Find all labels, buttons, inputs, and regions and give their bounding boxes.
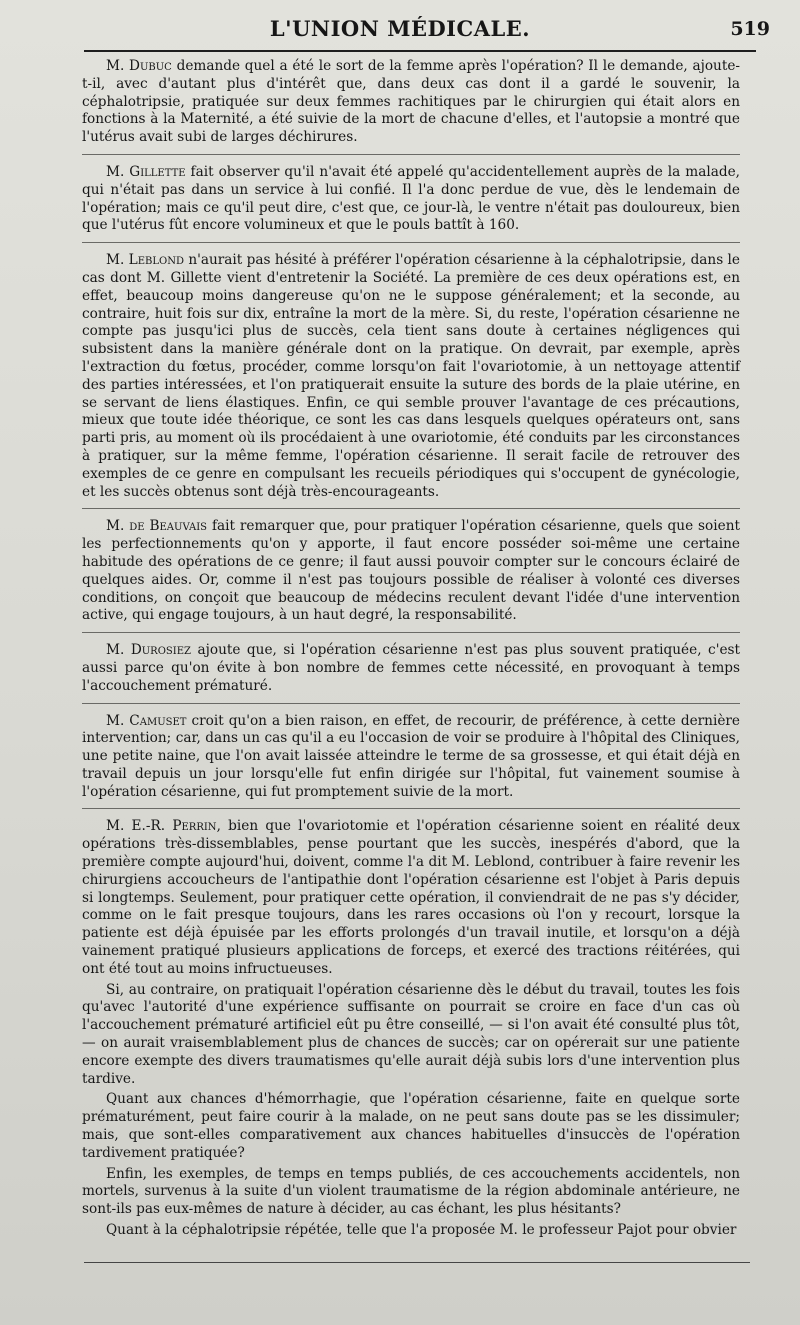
footer-rule (84, 1262, 750, 1263)
paragraph-continuation-4: Quant à la céphalotripsie répétée, telle que l'a proposée M. le professeur Pajot pour obvier (106, 1222, 737, 1239)
paragraph-separator (82, 632, 740, 633)
paragraph-separator (82, 242, 740, 243)
running-header (0, 14, 800, 44)
paragraph-separator (82, 508, 740, 509)
page-number: 519 (730, 18, 770, 40)
journal-title: L'UNION MÉDICALE. (269, 16, 531, 41)
paragraph-beauvais (82, 518, 740, 625)
speaker-name: M. Durosiez (106, 642, 191, 659)
header-rule (84, 50, 756, 52)
paragraph-text: demande quel a été le sort de la femme après l'opération? Il le demande, ajoute-t-il, avec d'autant plus d'intérêt que, dans deux cas dont il a gardé le souvenir, la céphalotripsie, pratiquée sur deux femmes rachitiques par le chirurgien qui était alors en fonctions à la Maternité, a été suivie de la mort de chacune d'elles, et l'autopsie a montré que l'utérus avait subi de larges déchirures. (82, 58, 741, 146)
paragraph-camuset (82, 713, 740, 802)
paragraph-continuation-1: Si, au contraire, on pratiquait l'opération césarienne dès le début du travail, toutes les fois qu'avec l'autorité d'une expérience suffisante on pourrait se croire en face d'un cas où l'accouchement prématuré artificiel eût pu être conseillé, — si l'on avait été consulté plus tôt, — on aurait vraisemblablement plus de chances de succès; car on opérerait sur une patiente encore exempte des divers traumatismes qu'elle aurait déjà subis lors d'une intervention plus tardive. (82, 981, 740, 1087)
speaker-name: M. E.-R. Perrin (106, 818, 217, 835)
paragraph-continuation-2: Quant aux chances d'hémorrhagie, que l'opération césarienne, faite en quelque sorte prématurément, peut faire courir à la malade, on ne peut sans doute pas se les dissimuler; mais, que sont-elles comparativement aux chances habituelles d'insuccès de l'opération tardivement pratiquée? (82, 1091, 740, 1161)
speaker-name: M. Dubuc (106, 58, 172, 74)
speaker-name: M. de Beauvais (106, 518, 208, 535)
paragraph-separator (82, 808, 740, 809)
paragraph-separator (82, 154, 740, 155)
speaker-name: M. Leblond (106, 252, 184, 269)
paragraph-text: n'aurait pas hésité à préférer l'opération césarienne à la céphalotripsie, dans le cas dont M. Gillette vient d'entretenir la Société. La première de ces deux opérations est, en effet, beaucoup moins dangereuse qu'on ne le suppose généralement; et la seconde, au contraire, huit fois sur dix, entraîne la mort de la mère. Si, du reste, l'opération césarienne ne compte pas jusqu'ici plus de succès, cela tient sans doute à certaines négligences qui subsistent dans la manière générale dont on la pratique. On devrait, par exemple, après l'extraction du fœtus, procéder, comme lorsqu'on fait l'ovariotomie, à un nettoyage attentif des parties intéressées, et l'on pratiquerait ensuite la suture des bords de la plaie utérine, en se servant de liens élastiques. Enfin, ce qui semble prouver l'avantage de ces précautions, mieux que toute idée théorique, ce sont les cas dans lesquels quelques opérateurs ont, sans parti pris, au moment où ils procédaient à une ovariotomie, été conduits par les circonstances à pratiquer, sur la même femme, l'opération césarienne. Il serait facile de retrouver des exemples de ce genre en compulsant les recueils périodiques qui s'occupent de gynécologie, et les succès obtenus sont déjà très-encourageants. (82, 252, 740, 500)
speaker-name: M. Gillette (106, 163, 186, 180)
paragraph-gillette (82, 164, 740, 235)
speaker-name: M. Camuset (106, 712, 187, 729)
paragraph-durosiez (82, 642, 740, 695)
paragraph-text: fait observer qu'il n'avait été appelé qu'accidentellement auprès de la malade, qui n'était pas dans un service à lui confié. Il l'a donc perdue de vue, dès le lendemain de l'opération; mais ce qu'il peut dire, c'est que, ce jour-là, le ventre n'était pas douloureux, bien que l'utérus fût encore volumineux et que le pouls battît à 160. (82, 163, 740, 234)
paragraph-text: , bien que l'ovariotomie et l'opération césarienne soient en réalité deux opérations très-dissemblables, pense pourtant que les succès, inespérés d'abord, que la première compte aujourd'hui, doivent, comme l'a dit M. Leblond, contribuer à faire revenir les chirurgiens accoucheurs de l'antipathie dont l'opération césarienne est l'objet à Paris depuis si longtemps. Seulement, pour pratiquer cette opération, il conviendrait de ne pas s'y décider, comme on le fait presque toujours, dans les rares occasions où l'on y recourt, lorsque la patiente est déjà épuisée par les efforts prolongés d'un travail inutile, et lorsqu'on a déjà vainement pratiqué plusieurs applications de forceps, et exercé des tractions réitérées, qui ont été tout au moins infructueuses. (82, 818, 740, 977)
paragraph-dubuc (82, 58, 740, 147)
paragraph-text: croit qu'on a bien raison, en effet, de recourir, de préférence, à cette dernière intervention; car, dans un cas qu'il a eu l'occasion de voir se produire à l'hôpital des Cliniques, une petite naine, que l'on avait laissée atteindre le terme de sa grossesse, et qui était déjà en travail depuis un jour lorsqu'elle fut enfin dirigée sur l'hôpital, fut vainement soumise à l'opération césarienne, qui fut promptement suivie de la mort. (82, 712, 740, 800)
paragraph-text: fait remarquer que, pour pratiquer l'opération césarienne, quels que soient les perfectionnements qu'on y apporte, il faut encore posséder soi-même une certaine habitude des opérations de ce genre; il faut aussi pouvoir compter sur le concours éclairé de quelques aides. Or, comme il n'est pas toujours possible de réaliser à volonté ces diverses conditions, on conçoit que beaucoup de médecins reculent devant l'idée d'une intervention active, qui engage toujours, à un haut degré, la responsabilité. (82, 518, 740, 624)
paragraph-perrin (82, 818, 740, 978)
paragraph-leblond (82, 252, 740, 501)
paragraph-continuation-3: Enfin, les exemples, de temps en temps publiés, de ces accouchements accidentels, non mortels, survenus à la suite d'un violent traumatisme de la région abdominale antérieure, ne sont-ils pas eux-mêmes de nature à décider, au cas échant, les plus hésitants? (82, 1165, 740, 1218)
article-body (82, 58, 740, 1240)
paragraph-separator (82, 703, 740, 704)
paragraph-text: ajoute que, si l'opération césarienne n'est pas plus souvent pratiquée, c'est aussi parce qu'on évite à bon nombre de femmes cette nécessité, en provoquant à temps l'accouchement prématuré. (82, 642, 740, 694)
